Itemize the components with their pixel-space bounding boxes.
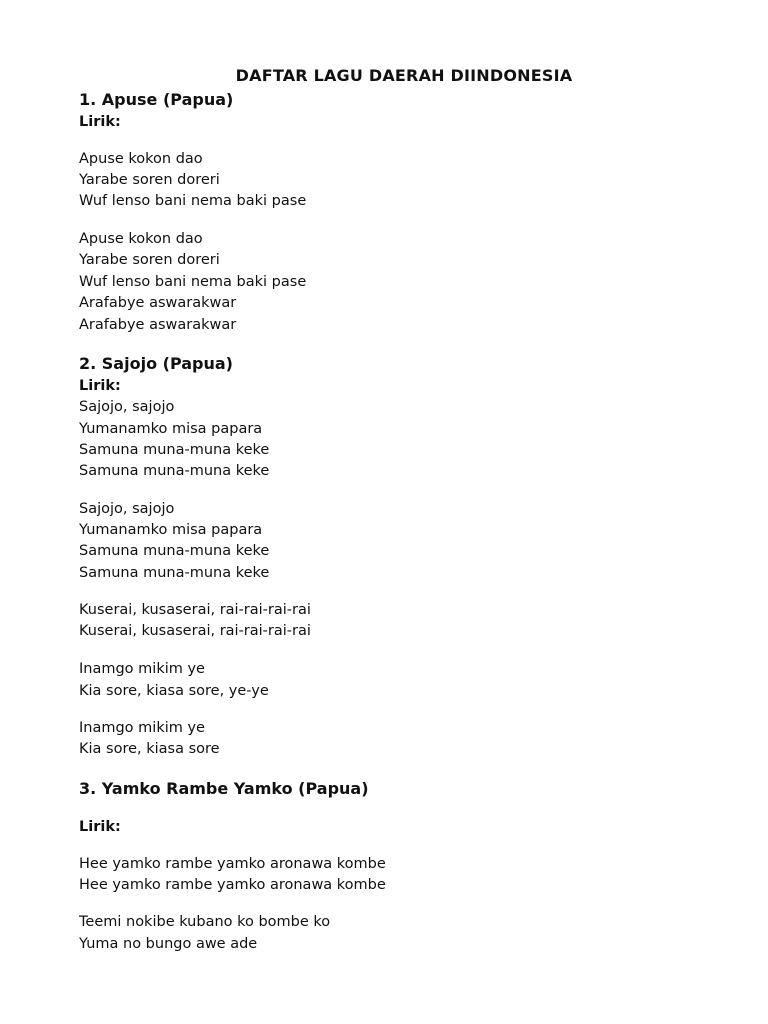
lyric-line: Apuse kokon dao [79, 151, 203, 167]
lyric-line: Samuna muna-muna keke [79, 463, 270, 479]
lyric-line: Arafabye aswarakwar [79, 317, 237, 333]
lyric-line: Kuserai, kusaserai, rai-rai-rai-rai [79, 623, 311, 639]
lyric-line: Yumanamko misa papara [79, 421, 263, 437]
lyric-line: Yumanamko misa papara [79, 522, 263, 538]
song-heading-apuse: 1. Apuse (Papua) [79, 90, 234, 109]
lyric-line: Yuma no bungo awe ade [79, 936, 258, 952]
lyric-line: Teemi nokibe kubano ko bombe ko [79, 914, 331, 930]
lyric-line: Kia sore, kiasa sore, ye-ye [79, 683, 269, 699]
lyric-line: Hee yamko rambe yamko aronawa kombe [79, 856, 386, 872]
lyric-line: Inamgo mikim ye [79, 720, 205, 736]
lyric-line: Samuna muna-muna keke [79, 442, 270, 458]
lyrics-label: Lirik: [79, 378, 121, 394]
lyric-line: Yarabe soren doreri [79, 172, 220, 188]
lyrics-label: Lirik: [79, 819, 121, 835]
lyric-line: Hee yamko rambe yamko aronawa kombe [79, 877, 386, 893]
lyric-line: Inamgo mikim ye [79, 661, 205, 677]
lyric-line: Wuf lenso bani nema baki pase [79, 193, 307, 209]
lyric-line: Kia sore, kiasa sore [79, 741, 220, 757]
lyric-line: Kuserai, kusaserai, rai-rai-rai-rai [79, 602, 311, 618]
lyric-line: Sajojo, sajojo [79, 399, 175, 415]
lyric-line: Wuf lenso bani nema baki pase [79, 274, 307, 290]
song-heading-sajojo: 2. Sajojo (Papua) [79, 354, 233, 373]
lyric-line: Apuse kokon dao [79, 231, 203, 247]
lyric-line: Arafabye aswarakwar [79, 295, 237, 311]
lyric-line: Yarabe soren doreri [79, 252, 220, 268]
lyric-line: Samuna muna-muna keke [79, 565, 270, 581]
document-title: DAFTAR LAGU DAERAH DIINDONESIA [235, 66, 573, 85]
lyric-line: Samuna muna-muna keke [79, 543, 270, 559]
lyrics-label: Lirik: [79, 114, 121, 130]
lyric-line: Sajojo, sajojo [79, 501, 175, 517]
song-heading-yamko-rambe-yamko: 3. Yamko Rambe Yamko (Papua) [79, 779, 369, 798]
